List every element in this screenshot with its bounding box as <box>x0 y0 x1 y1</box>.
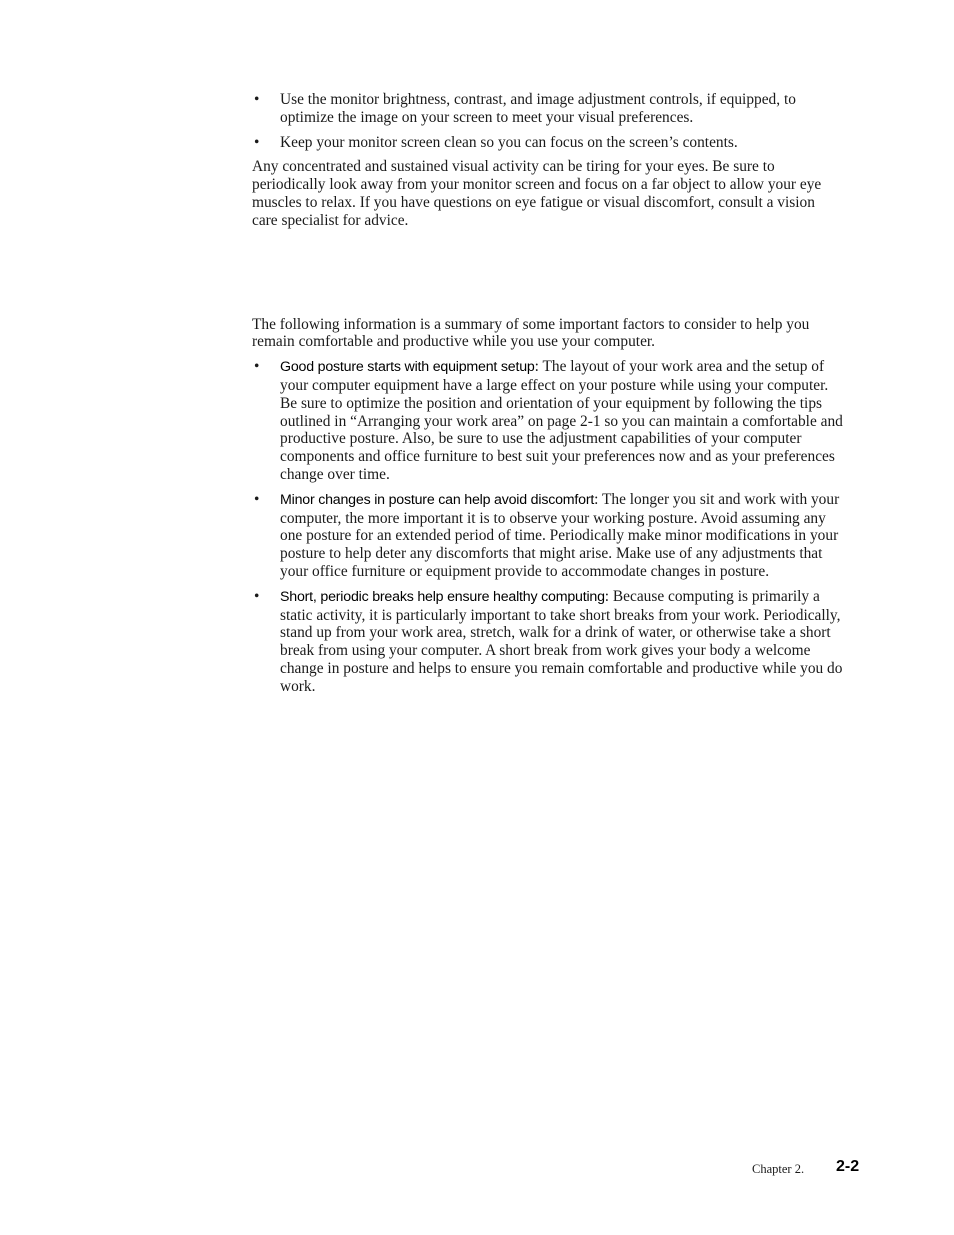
list-item-text: : The layout of your work area and the setup of your computer equipment have a large effect on your posture while using your computer. Be sure to optimize the position and orientation of your equipment by following the tips outlined in “Arranging your work area” on page 2-1 so you can maintain a comfortable and productive posture. Also, be sure to use the adjustment capabilities of your computer components and office furniture to best suit your preferences now and as your preferences change over time. <box>280 358 843 483</box>
list-item <box>252 491 844 581</box>
section-spacer <box>252 237 844 316</box>
comfort-intro-paragraph: The following information is a summary of some important factors to consider to help you remain comfortable and productive while you use your computer. <box>252 315 810 351</box>
list-item <box>252 358 844 484</box>
bullet-icon: • <box>254 358 260 376</box>
bullet-icon: • <box>254 490 260 508</box>
list-item-text: : Because computing is primarily a static activity, it is particularly important to take short breaks from your work. Periodically, stand up from your work area, stretch, walk for a drink of water, or otherwise take a short break from using your computer. A short break from work gives your body a welcome change in posture and helps to ensure you remain comfortable and productive while you do work. <box>280 587 843 695</box>
comfort-factors-list <box>252 358 844 695</box>
bullet-icon: • <box>254 133 260 151</box>
list-item-text: Keep your monitor screen clean so you can focus on the screen’s contents. <box>280 133 738 151</box>
list-item-term: Minor changes in posture can help avoid discomfort <box>280 491 595 508</box>
footer-chapter: Chapter 2. <box>752 1162 805 1176</box>
eye-fatigue-paragraph: Any concentrated and sustained visual activity can be tiring for your eyes. Be sure to periodically look away from your monitor screen and focus on a far object to allow your eye muscles to relax. If you have questions on eye fatigue or visual discomfort, consult a vision care specialist for advice. <box>252 158 822 229</box>
list-item-term: Short, periodic breaks help ensure healthy computing <box>280 588 605 605</box>
bullet-icon: • <box>254 91 260 108</box>
list-item <box>252 134 844 152</box>
monitor-tips-list <box>252 91 844 151</box>
list-item-text: Use the monitor brightness, contrast, and image adjustment controls, if equipped, to optimize the image on your screen to meet your visual preferences. <box>280 91 796 126</box>
page-footer <box>752 1158 862 1178</box>
footer-page-number: 2-2 <box>836 1158 860 1175</box>
list-item <box>252 91 844 127</box>
list-item-term: Good posture starts with equipment setup <box>280 359 535 376</box>
list-item-text: : The longer you sit and work with your computer, the more important it is to observe your working posture. Avoid assuming any one posture for an extended period of time. Periodically make minor modifications in your posture to help deter any discomforts that might arise. Make use of any adjustments that your office furniture or equipment provide to accommodate changes in posture. <box>280 490 840 580</box>
page-content <box>252 91 844 703</box>
bullet-icon: • <box>254 587 260 605</box>
list-item <box>252 588 844 696</box>
